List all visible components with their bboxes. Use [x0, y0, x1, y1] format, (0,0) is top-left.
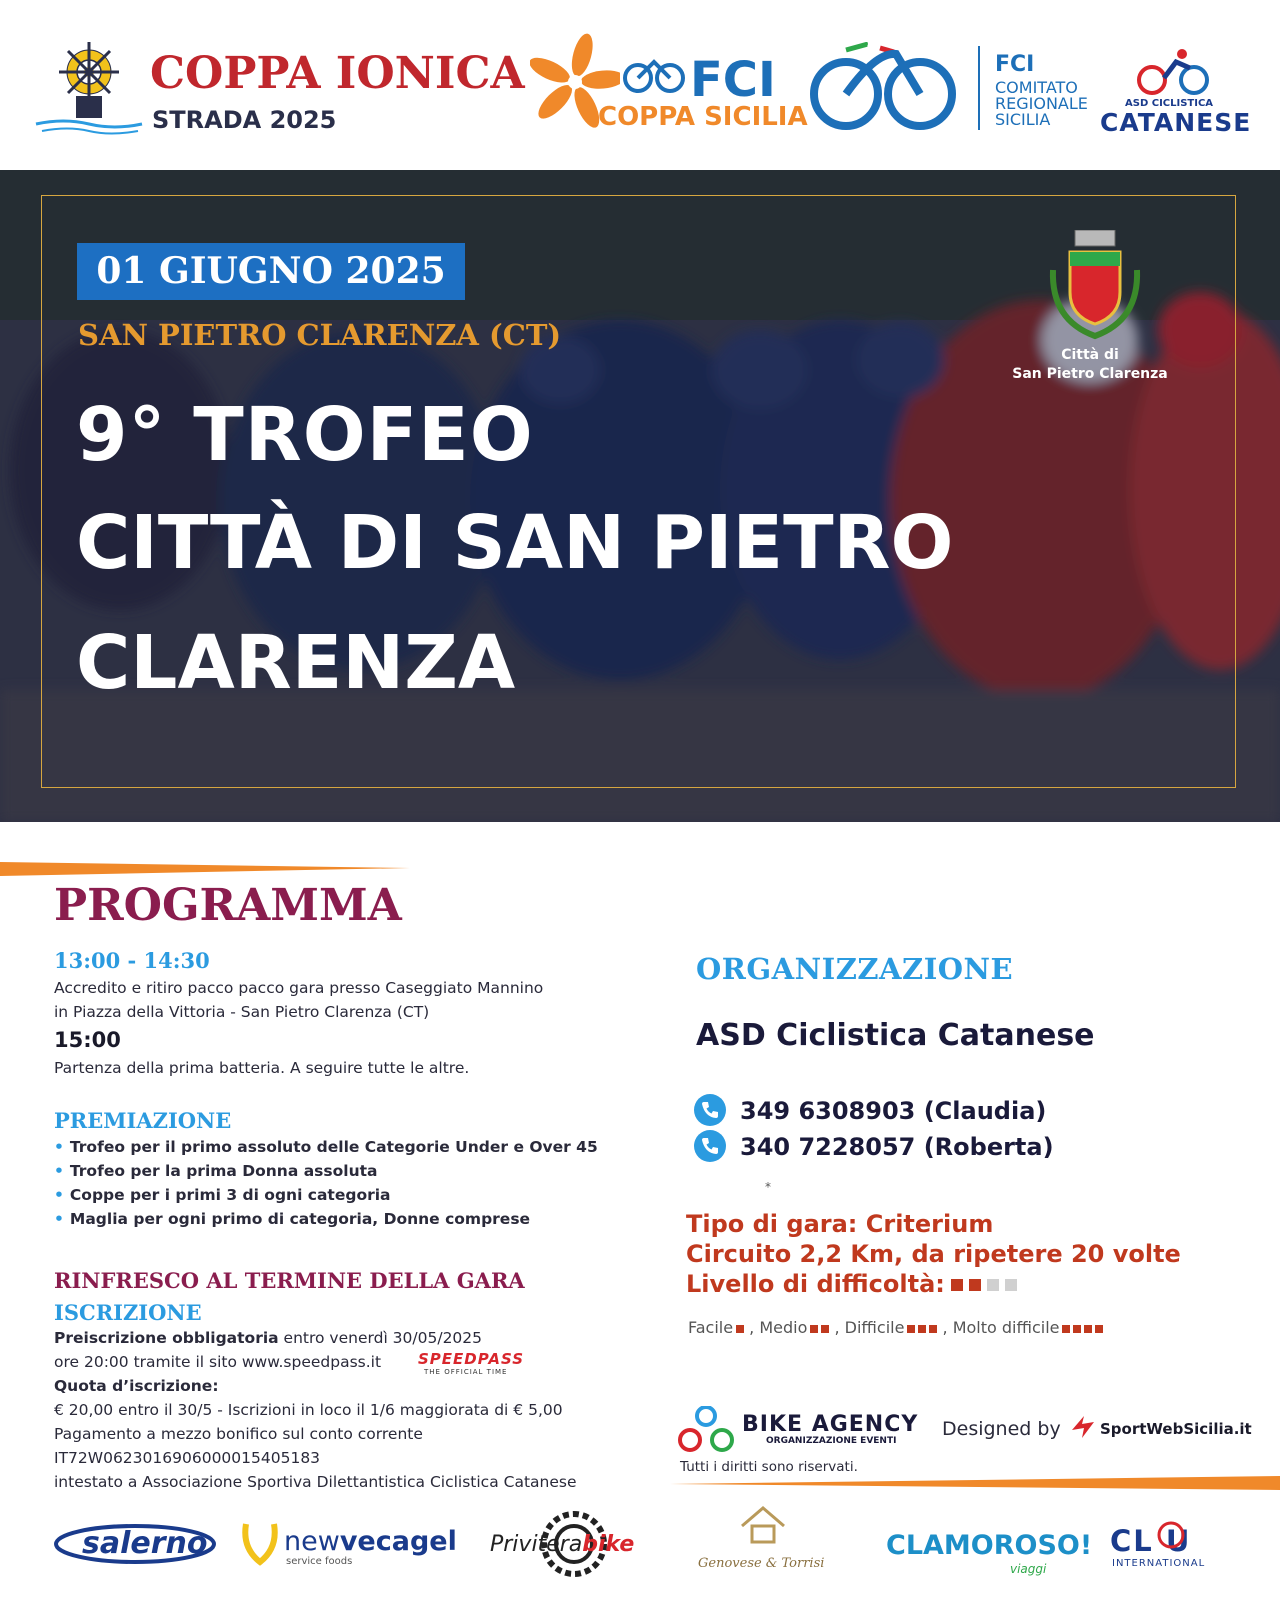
- sponsor-clamoroso: CLAMOROSO!: [886, 1530, 1093, 1561]
- fci-divider: [978, 46, 980, 130]
- rinfresco-title: RINFRESCO AL TERMINE DELLA GARA: [54, 1268, 525, 1293]
- fci-bike-icon: [806, 42, 962, 134]
- clau-circle-icon: [1156, 1520, 1186, 1550]
- iscrizione-line: intestato a Associazione Sportiva Dilettantistica Ciclistica Catanese: [54, 1473, 577, 1491]
- designed-by: Designed by: [942, 1418, 1061, 1440]
- sportwebsicilia-logo-icon: [1068, 1414, 1098, 1440]
- sponsor-genovese: Genovese & Torrisi: [698, 1556, 825, 1571]
- race-difficulty: [686, 1270, 1017, 1298]
- premiazione-title: PREMIAZIONE: [54, 1108, 232, 1133]
- small-bike-icon: [622, 56, 688, 96]
- crest-label: [990, 346, 1190, 384]
- header-logos: [0, 0, 1280, 170]
- sponsor-clau: CL U: [1110, 1524, 1192, 1558]
- iscrizione-line: ore 20:00 tramite il sito www.speedpass.it: [54, 1353, 382, 1371]
- race-type: Tipo di gara: Criterium: [686, 1210, 994, 1238]
- catanese-title: CATANESE: [1100, 108, 1252, 137]
- iscrizione-line: Pagamento a mezzo bonifico sul conto corrente: [54, 1425, 423, 1443]
- race-difficulty-label: Livello di difficoltà:: [686, 1270, 945, 1298]
- fci-comitato-line: COMITATO: [995, 78, 1078, 97]
- premiazione-item-text: Maglia per ogni primo di categoria, Donne comprese: [69, 1210, 531, 1228]
- catanese-asd-text: ASD CICLISTICA: [1125, 98, 1214, 109]
- difficulty-legend: [688, 1318, 1103, 1337]
- premiazione-item-text: Coppe per i primi 3 di ogni categoria: [69, 1186, 391, 1204]
- difficulty-squares: [945, 1270, 1017, 1298]
- difficulty-square-empty: [987, 1279, 999, 1291]
- phone-number[interactable]: 349 6308903 (Claudia): [740, 1097, 1047, 1125]
- organizzazione-title: ORGANIZZAZIONE: [696, 952, 1014, 986]
- orange-stripe: [0, 862, 410, 876]
- quota-label: Quota d’iscrizione:: [54, 1377, 219, 1395]
- newvecagel-a: new: [284, 1526, 340, 1557]
- newvecagel-b: vecagel: [339, 1526, 457, 1557]
- crest-label-line: Città di: [1061, 347, 1119, 363]
- clamoroso-sub: viaggi: [1010, 1562, 1047, 1576]
- event-title-line1: 9° TROFEO: [76, 392, 534, 478]
- fci-comitato-line: REGIONALE: [995, 94, 1088, 113]
- bike-agency-name: BIKE AGENCY: [742, 1412, 919, 1437]
- legend-medio: , Medio: [749, 1318, 808, 1337]
- privitera-b: bike: [582, 1532, 635, 1557]
- cyclist-icon: [1136, 48, 1212, 98]
- legend-facile: Facile: [688, 1318, 734, 1337]
- orange-stripe-bottom: [670, 1476, 1280, 1490]
- slot1-line: in Piazza della Vittoria - San Pietro Clarenza (CT): [54, 1003, 430, 1021]
- bike-agency-sub: ORGANIZZAZIONE EVENTI: [766, 1436, 897, 1446]
- premiazione-item: • Coppe per i primi 3 di ogni categoria: [54, 1186, 391, 1204]
- ship-wheel-icon: [34, 38, 144, 138]
- iscrizione-title: ISCRIZIONE: [54, 1300, 202, 1325]
- phone-icon: [694, 1130, 726, 1162]
- organizer-name: ASD Ciclistica Catanese: [696, 1018, 1095, 1053]
- difficulty-square-filled: [969, 1279, 981, 1291]
- coppa-sicilia-text: COPPA SICILIA: [598, 102, 808, 132]
- iscrizione-bold: Preiscrizione obbligatoria: [54, 1329, 279, 1347]
- clau-sub: INTERNATIONAL: [1112, 1558, 1206, 1569]
- house-icon: [738, 1504, 788, 1546]
- crest-label-line: San Pietro Clarenza: [1012, 366, 1168, 382]
- speedpass-tagline: THE OFFICIAL TIME: [424, 1368, 508, 1376]
- coppa-ionica-title: COPPA IONICA: [150, 48, 525, 99]
- event-date: 01 GIUGNO 2025: [96, 250, 446, 292]
- slot1-line: Accredito e ritiro pacco pacco gara presso Caseggiato Mannino: [54, 979, 544, 997]
- fci-logo-text: FCI: [690, 52, 776, 108]
- iscrizione-line: € 20,00 entro il 30/5 - Iscrizioni in loco il 1/6 maggiorata di € 5,00: [54, 1401, 563, 1419]
- difficulty-square-empty: [1005, 1279, 1017, 1291]
- difficulty-square-filled: [951, 1279, 963, 1291]
- programma-title: PROGRAMMA: [54, 880, 402, 931]
- date-badge: [77, 243, 465, 300]
- premiazione-item-text: Trofeo per il primo assoluto delle Categorie Under e Over 45: [69, 1138, 598, 1156]
- bike-agency-logo-icon: [678, 1406, 734, 1454]
- phone-number[interactable]: 340 7228057 (Roberta): [740, 1133, 1054, 1161]
- privitera-a: Privitera: [490, 1532, 583, 1557]
- legend-molto-difficile: , Molto difficile: [942, 1318, 1060, 1337]
- iban: IT72W0623016906000015405183: [54, 1449, 321, 1467]
- hero-banner: [0, 170, 1280, 822]
- speedpass-logo: SPEEDPASS: [418, 1350, 525, 1368]
- event-title-line2: CITTÀ DI SAN PIETRO: [76, 500, 954, 586]
- premiazione-item: • Trofeo per il primo assoluto delle Categorie Under e Over 45: [54, 1138, 598, 1156]
- fci-comitato-title: FCI: [995, 52, 1035, 77]
- premiazione-item: • Trofeo per la prima Donna assoluta: [54, 1162, 378, 1180]
- fci-comitato-text: [995, 80, 1088, 128]
- event-title-line3: CLARENZA: [76, 620, 516, 706]
- slot1-time: 13:00 - 14:30: [54, 948, 210, 973]
- iscrizione-line: [54, 1326, 482, 1350]
- sponsor-salerno: salerno: [82, 1526, 208, 1561]
- race-circuit: Circuito 2,2 Km, da ripetere 20 volte: [686, 1240, 1181, 1268]
- sponsor-newvecagel: [284, 1526, 457, 1557]
- sportwebsicilia: SportWebSicilia.it: [1100, 1420, 1252, 1438]
- newvecagel-sub: service foods: [286, 1556, 353, 1567]
- city-crest-icon: [1045, 230, 1145, 342]
- slot2-time: 15:00: [54, 1028, 121, 1052]
- fci-comitato-line: SICILIA: [995, 110, 1051, 129]
- iscrizione-rest: entro venerdì 30/05/2025: [278, 1329, 483, 1347]
- slot2-line: Partenza della prima batteria. A seguire tutte le altre.: [54, 1059, 470, 1077]
- rights-reserved: Tutti i diritti sono riservati.: [680, 1459, 858, 1475]
- asterisk: *: [765, 1180, 771, 1194]
- coppa-ionica-subtitle: STRADA 2025: [152, 106, 337, 134]
- newvecagel-logo-icon: [240, 1518, 282, 1566]
- premiazione-item: • Maglia per ogni primo di categoria, Donne comprese: [54, 1210, 531, 1228]
- sponsor-privitera: [490, 1532, 634, 1557]
- phone-icon: [694, 1094, 726, 1126]
- event-place: SAN PIETRO CLARENZA (CT): [78, 318, 562, 352]
- premiazione-item-text: Trofeo per la prima Donna assoluta: [69, 1162, 378, 1180]
- legend-difficile: , Difficile: [834, 1318, 905, 1337]
